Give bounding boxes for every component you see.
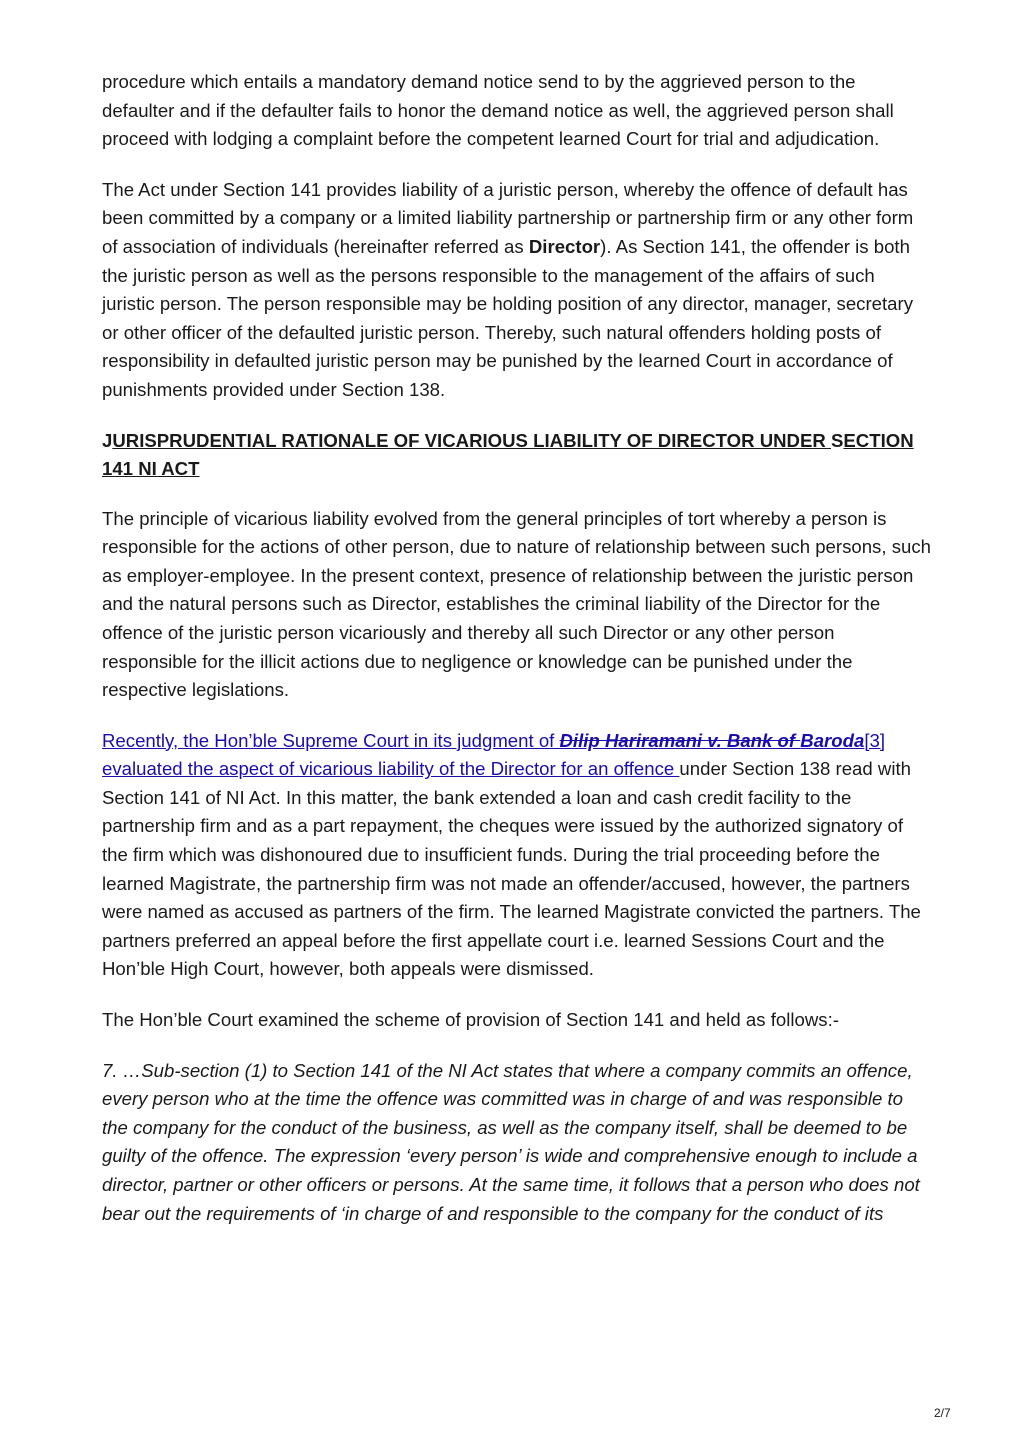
paragraph-section-141 [102, 176, 932, 405]
case-name-link[interactable] [800, 730, 864, 751]
heading-initial: S [830, 429, 844, 451]
document-body [102, 68, 932, 1228]
heading-text: ECTION 141 NI ACT [102, 429, 914, 479]
paragraph-procedure: procedure which entails a mandatory demand notice send to by the aggrieved person to the defaulter and if the defaulter fails to honor the demand notice as well, the aggrieved person shall proceed with lodging a complaint before the competent learned Court for trial and adjudication. [102, 71, 894, 150]
case-name: Dilip Hariramani v. Bank of [559, 729, 801, 751]
section-heading [102, 427, 932, 483]
paragraph-vicarious-liability: The principle of vicarious liability evolved from the general principles of tort whereby a person is responsible for the actions of other person, due to nature of relationship between such persons, such as employer-employee. In the present context, presence of relationship between the juristic person and the natural persons such as Director, establishes the criminal liability of the Director for the offence of the juristic person vicariously and thereby all such Director or any other person responsible for the illicit actions due to negligence or knowledge can be punished under the respective legislations. [102, 507, 931, 701]
paragraph-court-examined: The Hon’ble Court examined the scheme of provision of Section 141 and held as follows:- [102, 1009, 839, 1031]
case-name-link[interactable] [560, 730, 801, 751]
director-term: Director [528, 235, 601, 257]
case-name: aroda [813, 729, 865, 751]
case-name: B [800, 729, 814, 751]
page-number: 2/7 [934, 1406, 951, 1420]
paragraph-text: The Act under Section 141 provides liability of a juristic person, whereby the offence of default has been committed by a company or a limited liability partnership or partnership firm or any other form of association of individuals (hereinafter referred as [102, 178, 914, 257]
heading-text: URISPRUDENTIAL RATIONALE OF VICARIOUS LIABILITY OF DIRECTOR UNDER [112, 429, 831, 451]
footnote-link[interactable]: [3] evaluated the aspect of vicarious liability of the Director for an offence [102, 729, 886, 780]
paragraph-dilip-hariramani [102, 727, 932, 984]
judgment-link[interactable]: Recently, the Hon’ble Supreme Court in its judgment of [102, 729, 560, 751]
paragraph-text: ). As Section 141, the offender is both the juristic person as well as the persons responsible to the management of the affairs of such juristic person. The person responsible may be holding position of any director, manager, secretary or other officer of the defaulted juristic person. Thereby, such natural offenders holding posts of responsibility in defaulted juristic person may be punished by the learned Court in accordance of punishments provided under Section 138. [102, 235, 913, 400]
paragraph-text: under Section 138 read with Section 141 of NI Act. In this matter, the bank extended a loan and cash credit facility to the partnership firm and as a part repayment, the cheques were issued by the authorized signatory of the firm which was dishonoured due to insufficient funds. During the trial proceeding before the learned Magistrate, the partnership firm was not made an offender/accused, however, the partners were named as accused as partners of the firm. The learned Magistrate convicted the partners. The partners preferred an appeal before the first appellate court i.e. learned Sessions Court and the Hon’ble High Court, however, both appeals were dismissed. [102, 758, 921, 980]
heading-initial: J [102, 429, 113, 451]
block-quote: 7. …Sub-section (1) to Section 141 of the NI Act states that where a company commits an offence, every person who at the time the offence was committed was in charge of and was responsible to the company for the conduct of the business, as well as the company itself, shall be deemed to be guilty of the offence. The expression ‘every person’ is wide and comprehensive enough to include a director, partner or other officers or persons. At the same time, it follows that a person who does not bear out the requirements of ‘in charge of and responsible to the company for the conduct of its [102, 1059, 920, 1224]
